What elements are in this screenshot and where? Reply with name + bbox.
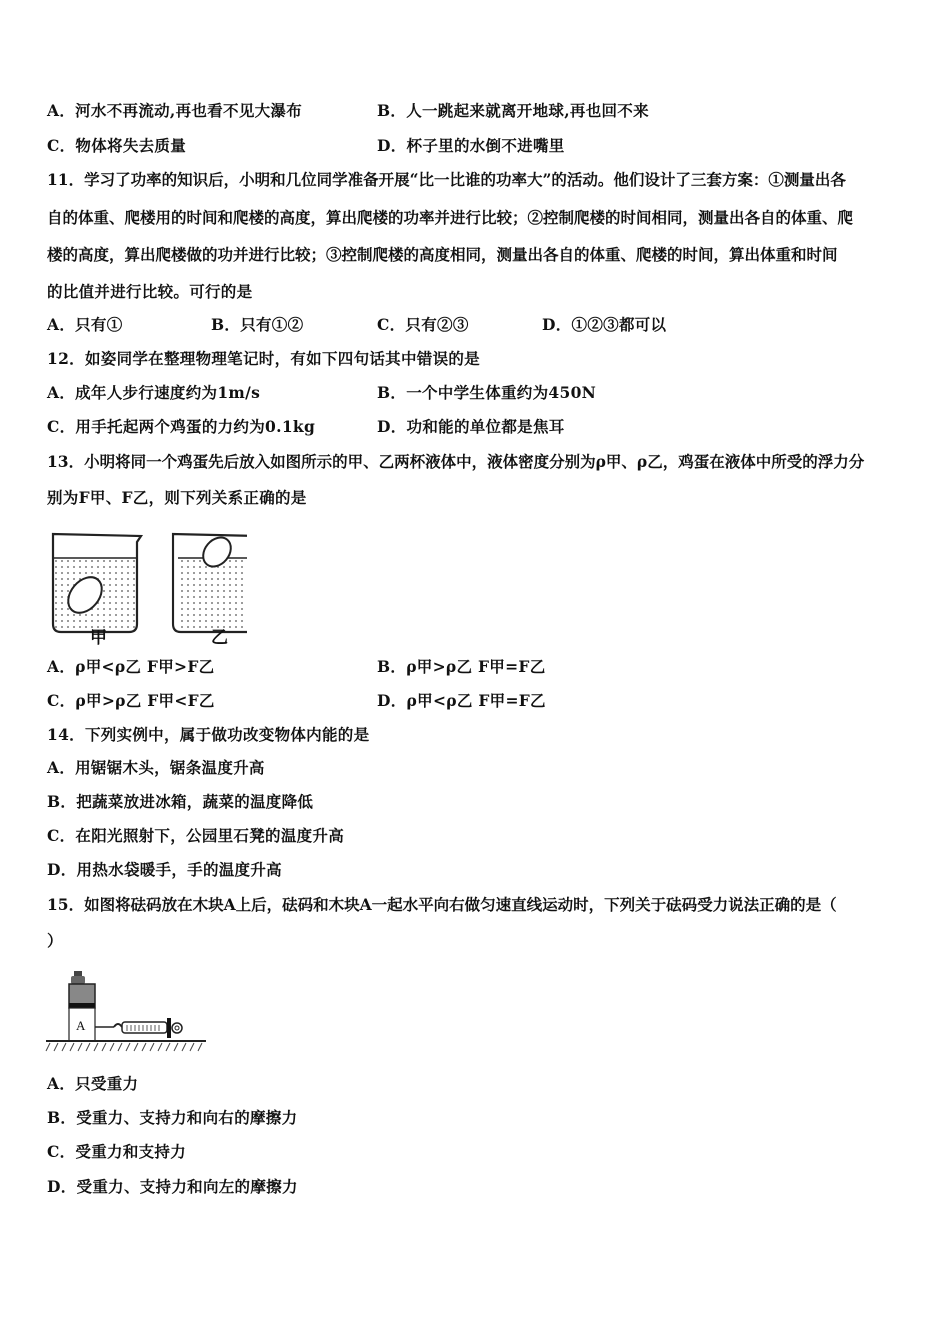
q11-stem-line: 的比值并进行比较。可行的是 — [47, 282, 253, 301]
q15-option-b: B．受重力、支持力和向右的摩擦力 — [47, 1108, 298, 1127]
q13-option-c: C．ρ甲>ρ乙 F甲<F乙 — [47, 691, 215, 710]
q11-stem-line: 11．学习了功率的知识后，小明和几位同学准备开展“比一比谁的功率大”的活动。他们设计了三套方案：①测量出各 — [47, 170, 846, 189]
q11-option-d: D．①②③都可以 — [542, 315, 667, 334]
beaker-yi — [173, 532, 247, 632]
q12-option-c: C．用手托起两个鸡蛋的力约为0.1kg — [47, 417, 316, 436]
q13-stem-line: 13．小明将同一个鸡蛋先后放入如图所示的甲、乙两杯液体中，液体密度分别为ρ甲、ρ乙，鸡蛋在液体中所受的浮力分 — [47, 452, 865, 471]
q15-option-d: D．受重力、支持力和向左的摩擦力 — [47, 1177, 298, 1196]
weight-block-spring-scale-figure — [44, 968, 209, 1056]
q10-option-c: C．物体将失去质量 — [47, 136, 187, 155]
q11-option-b: B．只有①② — [211, 315, 304, 334]
q14-option-d: D．用热水袋暖手，手的温度升高 — [47, 860, 282, 879]
q15-stem-line: 15．如图将砝码放在木块A上后，砝码和木块A一起水平向右做匀速直线运动时，下列关于砝码受力说法正确的是（ — [47, 895, 837, 914]
q11-option-c: C．只有②③ — [377, 315, 469, 334]
ground-hatch — [46, 1043, 202, 1051]
q11-option-a: A．只有① — [47, 315, 123, 334]
q13-option-a: A．ρ甲<ρ乙 F甲>F乙 — [47, 657, 215, 676]
label-yi: 乙 — [211, 628, 228, 646]
q14-option-b: B．把蔬菜放进冰箱，蔬菜的温度降低 — [47, 792, 314, 811]
q14-stem: 14．下列实例中，属于做功改变物体内能的是 — [47, 725, 370, 744]
q10-option-b: B．人一跳起来就离开地球,再也回不来 — [377, 101, 649, 120]
q12-option-a: A．成年人步行速度约为1m/s — [47, 383, 261, 402]
label-jia: 甲 — [90, 628, 107, 646]
q10-option-d: D．杯子里的水倒不进嘴里 — [377, 136, 565, 155]
q12-option-d: D．功和能的单位都是焦耳 — [377, 417, 565, 436]
q15-stem-line: ） — [47, 931, 63, 950]
q13-option-d: D．ρ甲<ρ乙 F甲=F乙 — [377, 691, 546, 710]
q14-option-c: C．在阳光照射下，公园里石凳的温度升高 — [47, 826, 345, 845]
q15-option-c: C．受重力和支持力 — [47, 1142, 187, 1161]
block-a-label: A — [76, 1018, 86, 1033]
q12-stem: 12．如姿同学在整理物理笔记时，有如下四句话其中错误的是 — [47, 349, 480, 368]
beaker-jia — [53, 534, 141, 632]
q13-option-b: B．ρ甲>ρ乙 F甲=F乙 — [377, 657, 546, 676]
q12-option-b: B．一个中学生体重约为450N — [377, 383, 597, 402]
beakers-figure — [47, 528, 247, 646]
spring-scale-icon — [95, 1018, 182, 1038]
q15-option-a: A．只受重力 — [47, 1074, 139, 1093]
q14-option-a: A．用锯锯木头，锯条温度升高 — [47, 758, 265, 777]
weight-icon — [69, 971, 95, 1008]
q13-stem-line: 别为F甲、F乙，则下列关系正确的是 — [47, 488, 307, 507]
q11-stem-line: 自的体重、爬楼用的时间和爬楼的高度，算出爬楼的功率并进行比较；②控制爬楼的时间相同，测量出各自的体重、爬 — [47, 208, 854, 227]
q10-option-a: A．河水不再流动,再也看不见大瀑布 — [47, 101, 303, 120]
q11-stem-line: 楼的高度，算出爬楼做的功并进行比较；③控制爬楼的高度相同，测量出各自的体重、爬楼的时间，算出体重和时间 — [47, 245, 838, 264]
